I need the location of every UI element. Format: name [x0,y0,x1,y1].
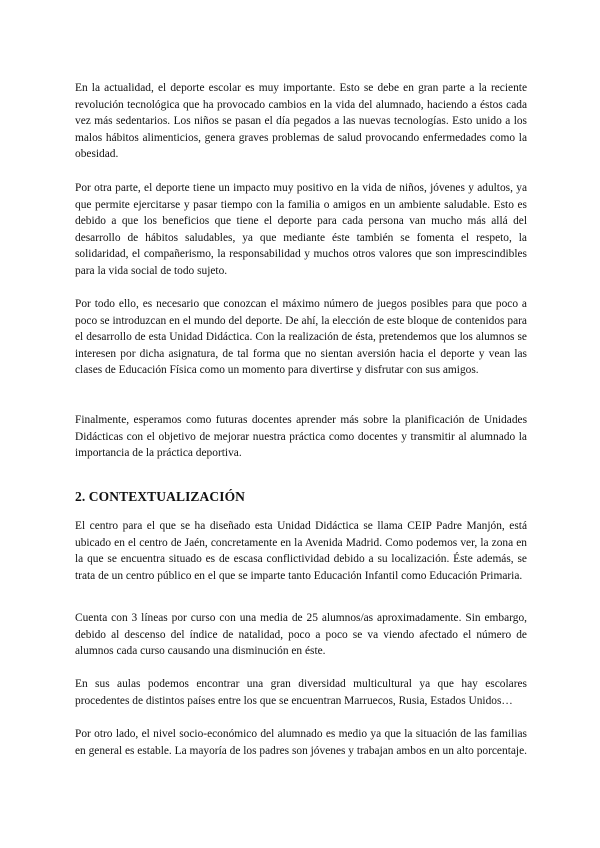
context-paragraph-3: En sus aulas podemos encontrar una gran diversidad multicultural ya que hay escolares procedentes de distintos países entre los que se encuentran Marruecos, Rusia, Estados Unidos… [75,678,527,707]
context-paragraph-2: Cuenta con 3 líneas por curso con una media de 25 alumnos/as aproximadamente. Sin embargo, debido al descenso del índice de natalidad, poco a poco se va viendo afectado el número de alumnos cada curso causando una disminución en éste. [75,612,527,658]
context-paragraph-4: Por otro lado, el nivel socio-económico del alumnado es medio ya que la situación de las familias en general es estable. La mayoría de los padres son jóvenes y trabajan ambos en un alto porcentaje. [75,728,527,757]
context-paragraph-1: El centro para el que se ha diseñado esta Unidad Didáctica se llama CEIP Padre Manjón, está ubicado en el centro de Jaén, concretamente en la Avenida Madrid. Como podemos ver, la zona en la que se encuentra situado es de escasa conflictividad debido a su localización. Éste además, se trata de un centro público en el que se imparte tanto Educación Infantil como Educación Primaria. [75,520,527,582]
intro-paragraph-4: Finalmente, esperamos como futuras docentes aprender más sobre la planificación de Unidades Didácticas con el objetivo de mejorar nuestra práctica como docentes y transmitir al alumnado la importancia de la práctica deportiva. [75,414,527,460]
intro-paragraph-3: Por todo ello, es necesario que conozcan el máximo número de juegos posibles para que poco a poco se introduzcan en el mundo del deporte. De ahí, la elección de este bloque de contenidos para el desarrollo de esta Unidad Didáctica. Con la realización de ésta, pretendemos que los alumnos se interesen por dicha asignatura, de tal forma que no sientan aversión hacia el deporte y vean las clases de Educación Física como un momento para divertirse y disfrutar con sus amigos. [75,298,527,377]
intro-paragraph-1: En la actualidad, el deporte escolar es muy importante. Esto se debe en gran parte a la reciente revolución tecnológica que ha provocado cambios en la vida del alumnado, haciendo a éstos cada vez más sedentarios. Los niños se pasan el día pegados a las nuevas tecnologías. Esto unido a los malos hábitos alimenticios, genera graves problemas de salud provocando enfermedades como la obesidad. [75,82,527,161]
section-heading: 2. CONTEXTUALIZACIÓN [75,489,246,504]
intro-paragraph-2: Por otra parte, el deporte tiene un impacto muy positivo en la vida de niños, jóvenes y adultos, ya que permite ejercitarse y pasar tiempo con la familia o amigos en un ambiente saludable. Esto es debido a que los beneficios que tiene el deporte para cada persona van mucho más allá del desarrollo de hábitos saludables, ya que mediante éste también se fomenta el respeto, la solidaridad, el compañerismo, la responsabilidad y muchos otros valores que son imprescindibles para la vida social de todo sujeto. [75,182,527,277]
